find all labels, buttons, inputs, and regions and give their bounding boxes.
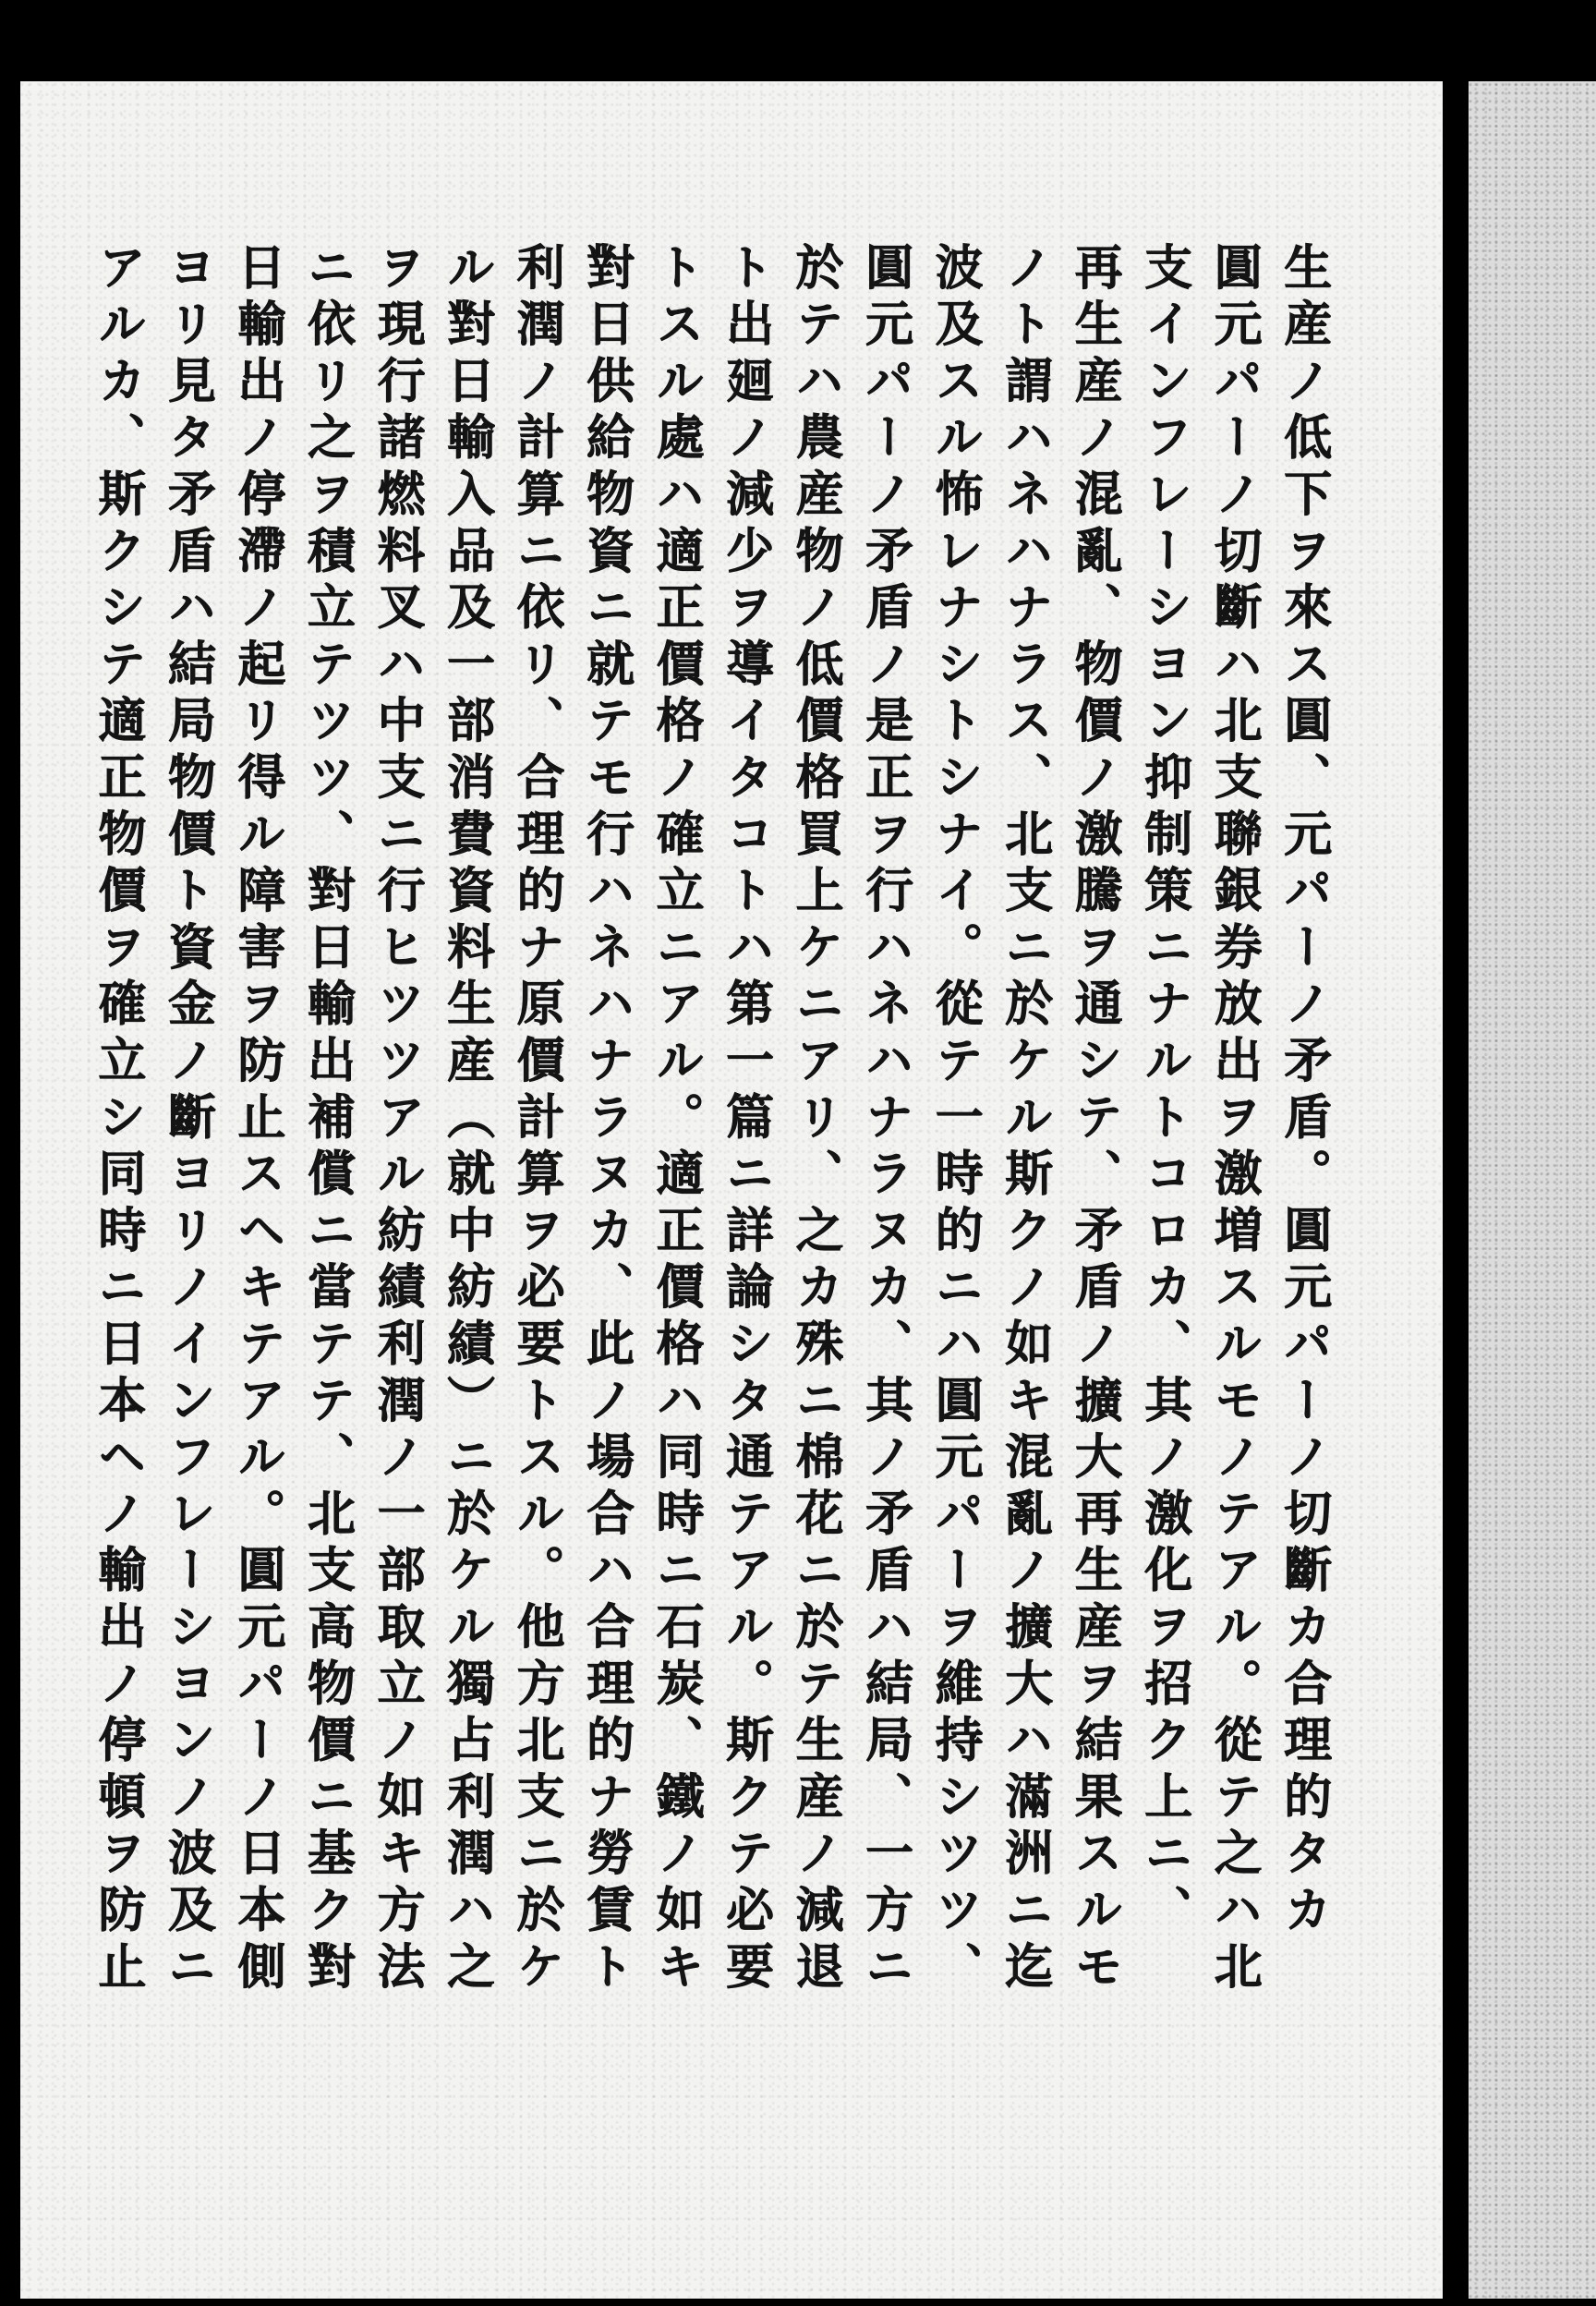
text-column-16: 日輸出ノ停滯ノ起リ得ル障害ヲ防止スヘキテアル。圓元パーノ日本側 xyxy=(229,242,286,1998)
text-column-18: アルカ、斯クシテ適正物價ヲ確立シ同時ニ日本ヘノ輸出ノ停頓ヲ防止 xyxy=(90,242,146,1998)
text-column-9: ト出廻ノ減少ヲ導イタコトハ第一篇ニ詳論シタ通テアル。斯クテ必要 xyxy=(717,242,774,1998)
text-column-13: ル對日輸入品及一部消費資料生産（就中紡績）ニ於ケル獨占利潤ハ之 xyxy=(438,242,495,1998)
text-column-1: 生産ノ低下ヲ來ス圓、元パーノ矛盾。圓元パーノ切斷カ合理的タカ xyxy=(1275,242,1332,1941)
text-column-10: トスル處ハ適正價格ノ確立ニアル。適正價格ハ同時ニ石炭、鐵ノ如キ xyxy=(647,242,705,1998)
text-column-7: 圓元パーノ矛盾ノ是正ヲ行ハネハナラヌカ、其ノ矛盾ハ結局、一方ニ xyxy=(856,242,913,1998)
text-column-17: ヨリ見タ矛盾ハ結局物價ト資金ノ斷ヨリノインフレーシヨンノ波及ニ xyxy=(159,242,216,1998)
text-column-2: 圓元パーノ切斷ハ北支聯銀券放出ヲ激増スルモノテアル。從テ之ハ北 xyxy=(1205,242,1263,1998)
text-column-15: ニ依リ之ヲ積立テツツ、對日輸出補償ニ當テテ、北支高物價ニ基ク對 xyxy=(298,242,356,1998)
text-column-6: 波及スル怖レナシトシナイ。從テ一時的ニハ圓元パーヲ維持シツツ、 xyxy=(926,242,984,1998)
text-column-8: 於テハ農産物ノ低價格買上ケニアリ、之カ殊ニ棉花ニ於テ生産ノ減退 xyxy=(787,242,844,1998)
vertical-text-block xyxy=(89,242,1332,2095)
facing-page-edge xyxy=(1469,81,1596,2299)
page-spine-edge xyxy=(1445,55,1467,2306)
text-column-12: 利潤ノ計算ニ依リ、合理的ナ原價計算ヲ必要トスル。他方北支ニ於ケ xyxy=(508,242,565,1998)
text-column-3: 支インフレーシヨン抑制策ニナルトコロカ、其ノ激化ヲ招ク上ニ、 xyxy=(1135,242,1192,1941)
text-column-4: 再生産ノ混亂、物價ノ激騰ヲ通シテ、矛盾ノ擴大再生産ヲ結果スルモ xyxy=(1066,242,1123,1998)
text-column-11: 對日供給物資ニ就テモ行ハネハナラヌカ、此ノ場合ハ合理的ナ勞賃ト xyxy=(577,242,635,1998)
text-column-14: ヲ現行諸燃料叉ハ中支ニ行ヒツツアル紡績利潤ノ一部取立ノ如キ方法 xyxy=(369,242,426,1998)
text-column-5: ノト謂ハネハナラス、北支ニ於ケル斯クノ如キ混亂ノ擴大ハ滿洲ニ迄 xyxy=(996,242,1053,1998)
